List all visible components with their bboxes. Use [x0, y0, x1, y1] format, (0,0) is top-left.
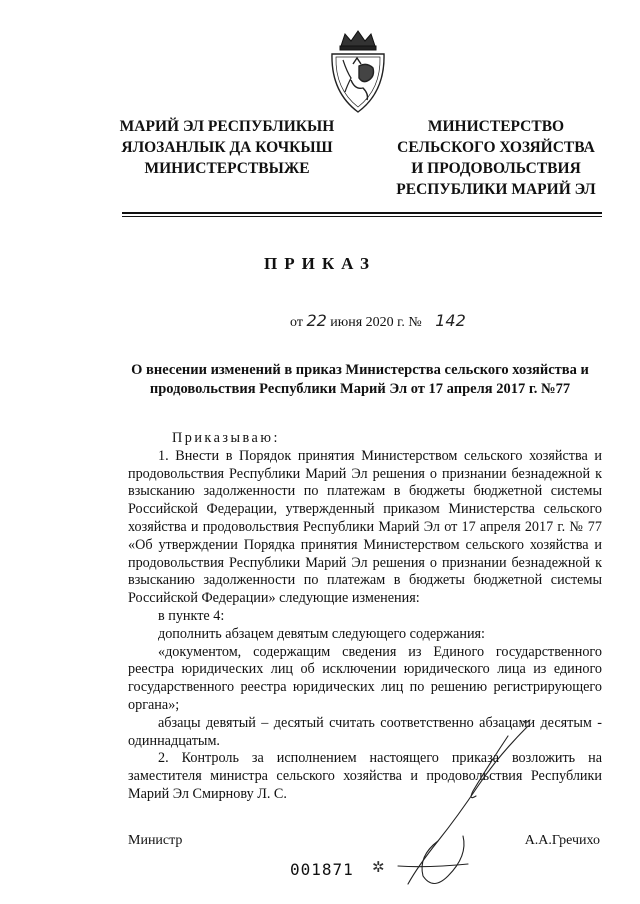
stamp-mark-icon: ✲: [372, 860, 385, 876]
paragraph-2: в пункте 4:: [158, 607, 225, 624]
header-left-block: [108, 116, 346, 179]
header-divider-thin: [122, 216, 602, 217]
header-left-line: МАРИЙ ЭЛ РЕСПУБЛИКЫН: [119, 118, 335, 135]
coat-of-arms-emblem: [329, 28, 387, 116]
header-right-line: РЕСПУБЛИКИ МАРИЙ ЭЛ: [396, 181, 596, 198]
paragraph-6: 2. Контроль за исполнением настоящего приказа возложить на заместителя министра сельского хозяйства и продовольствия Республики Марий Эл Смирнову Л. С.: [128, 750, 602, 802]
header-left-line: МИНИСТЕРСТВЫЖЕ: [144, 160, 310, 177]
order-number: 142: [435, 311, 466, 330]
header-right-line: СЕЛЬСКОГО ХОЗЯЙСТВА: [397, 139, 595, 156]
paragraph-3: дополнить абзацем девятым следующего содержания:: [158, 625, 486, 642]
header-right-line: И ПРОДОВОЛЬСТВИЯ: [411, 160, 581, 177]
serial-number: 001871: [290, 860, 354, 879]
signatory-position: Министр: [128, 833, 183, 848]
paragraph-4: «документом, содержащим сведения из Единого государственного реестра юридических лиц об исключении юридического лица из единого государственного реестра юридических лиц по решению регистрирующего органа»;: [128, 643, 602, 713]
document-subject: О внесении изменений в приказ Министерства сельского хозяйства и продовольствия Республики Марий Эл от 17 апреля 2017 г. №77: [131, 362, 589, 397]
handwritten-signature: [378, 716, 548, 896]
header-right-block: [384, 116, 608, 200]
document-title: ПРИКАЗ: [264, 254, 376, 273]
header-right-line: МИНИСТЕРСТВО: [427, 118, 565, 135]
order-word: Приказываю:: [172, 430, 280, 446]
date-line: [290, 311, 466, 331]
date-day: 22: [306, 311, 327, 330]
header-left-line: ЯЛОЗАНЛЫК ДА КОЧКЫШ: [121, 139, 333, 156]
date-prefix: от: [290, 315, 303, 330]
date-month-year: июня 2020 г. №: [330, 315, 422, 330]
paragraph-5: абзацы девятый – десятый считать соответственно абзацами десятым - одиннадцатым.: [128, 714, 602, 749]
signatory-name: А.А.Гречихо: [524, 833, 600, 848]
paragraph-1: 1. Внести в Порядок принятия Министерством сельского хозяйства и продовольствия Республики Марий Эл решения о признании безнадежной к взысканию задолженности по платежам в бюджеты бюджетной системы Российской Федерации, утвержденный приказом Министерства сельского хозяйства и продовольствия Республики Марий Эл от 17 апреля 2017 г. № 77 «Об утверждении Порядка принятия Министерством сельского хозяйства и продовольствия Республики Марий Эл решения о признании безнадежной к взысканию задолженности по платежам в бюджеты бюджетной системы Российской Федерации» следующие изменения:: [128, 447, 602, 607]
header-divider-thick: [122, 212, 602, 214]
